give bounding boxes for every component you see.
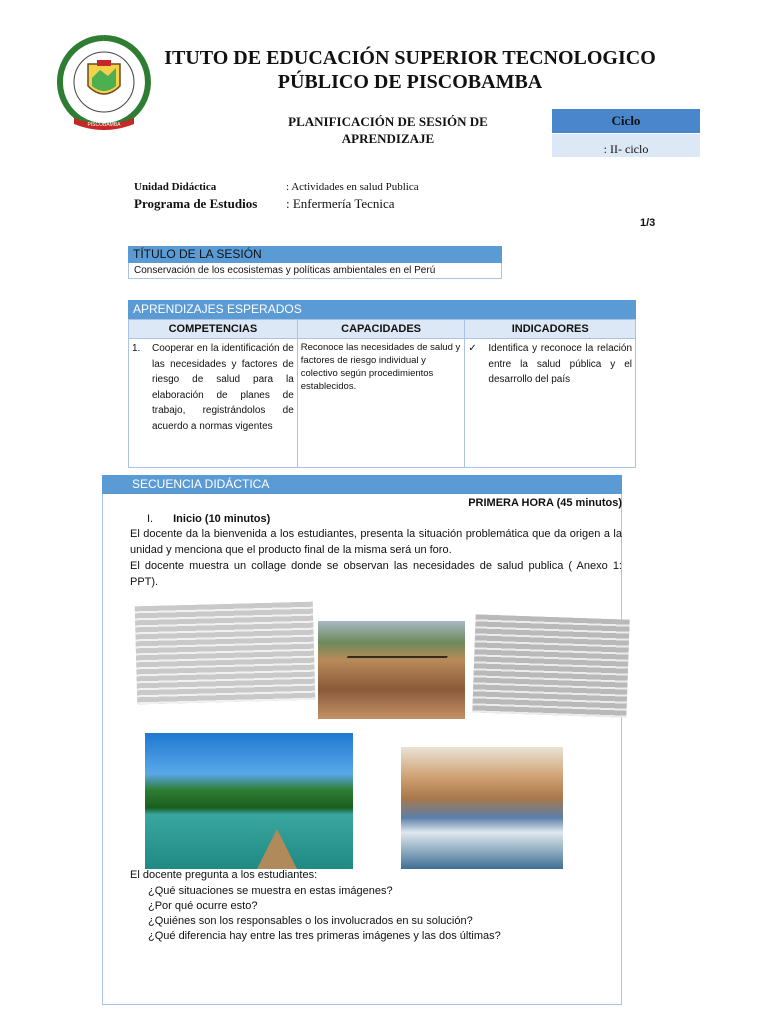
col-competencias: COMPETENCIAS (129, 320, 298, 339)
list-item (130, 899, 501, 914)
list-item (130, 914, 501, 929)
svg-text:PISCOBAMBA: PISCOBAMBA (87, 122, 121, 128)
titulo-value: Conservación de los ecosistemas y políticas ambientales en el Perú (128, 263, 502, 279)
question-text: ¿Qué situaciones se muestra en estas imágenes? (148, 885, 393, 897)
ciclo-label: Ciclo (552, 109, 700, 133)
competencia-text: Cooperar en la identificación de las necesidades y factores de riesgo de salud para la elaboración de planes de trabajo, registrándolos de acuerdo a normas vigentes (152, 343, 294, 432)
inicio-title: Inicio (10 minutos) (173, 513, 271, 525)
plan-title: PLANIFICACIÓN DE SESIÓN DE APRENDIZAJE (288, 114, 488, 146)
collage-photo-river (145, 733, 353, 869)
collage-photo-waste (135, 602, 316, 705)
capacidad-text: Reconoce las necesidades de salud y factores de riesgo individual y colectivo según procedimientos establecidos. (300, 342, 461, 392)
competencia-number: 1. (132, 343, 141, 354)
capacidad-cell (297, 339, 465, 468)
page-number: 1/3 (640, 217, 656, 229)
inicio-number: I. (147, 513, 154, 525)
institution-logo (52, 30, 156, 142)
titulo-header: TÍTULO DE LA SESIÓN (128, 246, 502, 263)
programa-label: Programa de Estudios (134, 196, 258, 211)
secuencia-header: SECUENCIA DIDÁCTICA (102, 475, 622, 494)
collage-photo-beach (401, 747, 563, 869)
programa-value: : Enfermería Tecnica (286, 196, 395, 211)
unidad-value: : Actividades en salud Publica (286, 181, 419, 193)
questions-intro: El docente pregunta a los estudiantes: (130, 869, 318, 881)
unidad-label: Unidad Didáctica (134, 181, 217, 193)
question-text: ¿Quiénes son los responsables o los involucrados en su solución? (148, 915, 473, 927)
collage-photo-mining (318, 621, 465, 719)
aprendizajes-table (128, 319, 636, 468)
question-text: ¿Qué diferencia hay entre las tres primeras imágenes y las dos últimas? (148, 930, 501, 942)
inicio-heading (147, 513, 270, 525)
questions-list (130, 884, 501, 944)
indicador-text: Identifica y reconoce la relación entre la salud pública y el desarrollo del país (488, 343, 632, 385)
paragraph-collage: El docente muestra un collage donde se observan las necesidades de salud publica ( Anexo 1: PPT). (130, 560, 622, 588)
institution-title-line1: ITUTO DE EDUCACIÓN SUPERIOR TECNOLOGICO (164, 47, 656, 69)
competencia-cell (129, 339, 298, 468)
indicador-cell (465, 339, 636, 468)
primera-hora: PRIMERA HORA (45 minutos) (468, 497, 622, 509)
institution-title-line2: PÚBLICO DE PISCOBAMBA (277, 71, 543, 93)
col-indicadores: INDICADORES (465, 320, 636, 339)
ciclo-value: : II- ciclo (552, 134, 700, 157)
check-mark-icon: ✓ (468, 343, 477, 354)
paragraph-bienvenida: El docente da la bienvenida a los estudiantes, presenta la situación problemática que da origen a la unidad y menciona que el producto final de la misma será un foro. (130, 528, 622, 556)
col-capacidades: CAPACIDADES (297, 320, 465, 339)
list-item (130, 929, 501, 944)
aprendizajes-header: APRENDIZAJES ESPERADOS (128, 300, 636, 319)
question-text: ¿Por qué ocurre esto? (148, 900, 258, 912)
list-item (130, 884, 501, 899)
collage-photo-pollution (472, 614, 629, 717)
institution-title (150, 46, 670, 94)
